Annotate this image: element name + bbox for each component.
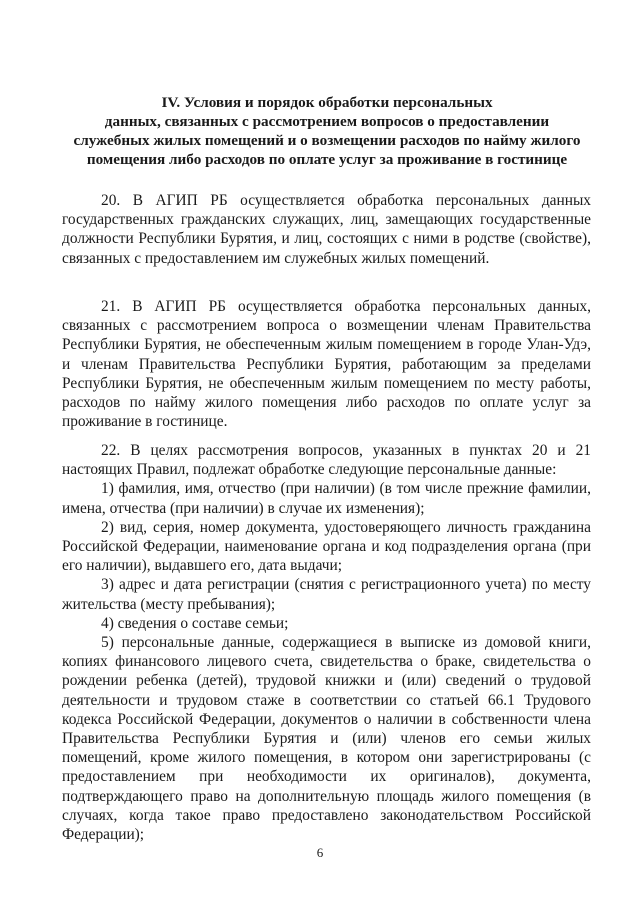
list-item: 5) персональные данные, содержащиеся в выписке из домовой книги, копиях финансового лицевого счета, свидетельства о браке, свидетельства о рождении ребенка (детей), трудовой книжки и (или) сведений о трудовой деятельности и трудовом стаже в соответствии со статьей 66.1 Трудового кодекса Российской Федерации, документов о наличии в собственности члена Правительства Республики Бурятия и (или) членов его семьи жилых помещений, кроме жилого помещения, в котором они зарегистрированы (с предоставлением при необходимости их оригиналов), документа, подтверждающего право на дополнительную площадь жилого помещения (в случаях, когда такое право предоставлено законодательством Российской Федерации); [62,634,591,844]
page-number: 6 [316,845,324,860]
section-heading-line: IV. Условия и порядок обработки персональных [161,94,493,111]
section-heading [60,93,594,169]
section-heading-line: помещения либо расходов по оплате услуг за проживание в гостинице [86,151,568,168]
list-item: 4) сведения о составе семьи; [101,614,289,632]
section-heading-line: служебных жилых помещений и о возмещении расходов по найму жилого [73,132,581,149]
paragraph-21-block [62,297,591,431]
list-item: 2) вид, серия, номер документа, удостоверяющего личность гражданина Российской Федерации, наименование органа и код подразделения органа (при его наличии), выдавшего его, дата выдачи; [62,518,591,575]
paragraph-22-block [62,441,591,844]
paragraph-20: 20. В АГИП РБ осуществляется обработка персональных данных государственных гражданских служащих, лиц, замещающих государственные должности Республики Бурятия, и лиц, состоящих с ними в родстве (свойстве), связанных с предоставлением им служебных жилых помещений. [62,192,591,267]
section-heading-line: данных, связанных с рассмотрением вопросов о предоставлении [104,113,550,130]
paragraph-22-intro: 22. В целях рассмотрения вопросов, указанных в пунктах 20 и 21 настоящих Правил, подлежат обработке следующие персональные данные: [62,442,591,479]
paragraph-20-block [62,191,591,268]
list-item: 1) фамилия, имя, отчество (при наличии) (в том числе прежние фамилии, имена, отчества (при наличии) в случае их изменения); [62,480,591,517]
list-item: 3) адрес и дата регистрации (снятия с регистрационного учета) по месту жительства (месту пребывания); [62,576,591,613]
paragraph-21: 21. В АГИП РБ осуществляется обработка персональных данных, связанных с рассмотрением вопроса о возмещении членам Правительства Республики Бурятия, не обеспеченным жилым помещением в городе Улан-Удэ, и членам Правительства Республики Бурятия, работающим за пределами Республики Бурятия, не обеспеченным жилым помещением по месту работы, расходов по найму жилого помещения либо расходов по оплате услуг за проживание в гостинице. [62,298,591,431]
